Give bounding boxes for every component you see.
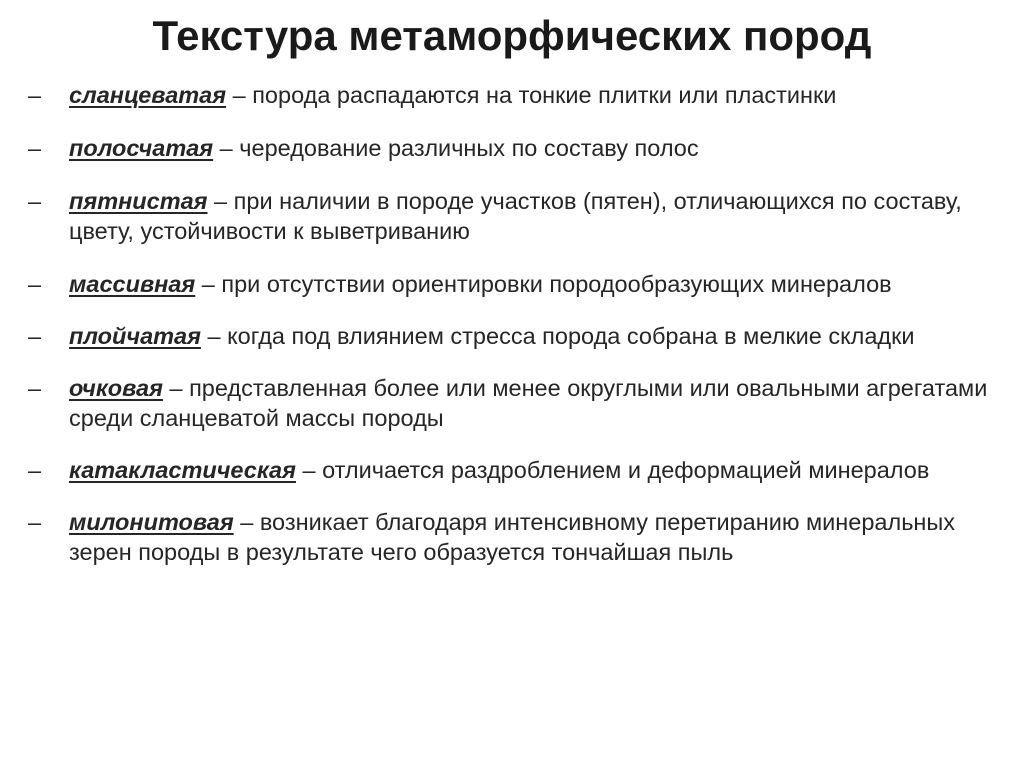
item-term: пятнистая (69, 188, 208, 214)
list-item (28, 133, 1008, 163)
item-term: полосчатая (69, 135, 214, 161)
bullet-dash: – (28, 271, 42, 297)
item-term: массивная (69, 271, 196, 297)
slide-title: Текстура метаморфических пород (152, 12, 872, 59)
list-item (28, 321, 1008, 351)
item-definition: – чередование различных по составу полос (213, 135, 699, 161)
bullet-dash: – (28, 135, 42, 161)
item-definition: – представленная более или менее округлыми или овальными агрегатами среди сланцеватой массы породы (69, 375, 988, 431)
list-item (28, 455, 1008, 485)
bullet-dash: – (28, 509, 42, 535)
item-definition: – возникает благодаря интенсивному перетиранию минеральных зерен породы в результате чего образуется тончайшая пыль (69, 509, 956, 565)
item-definition: – отличается раздроблением и деформацией минералов (295, 457, 930, 483)
item-term: катакластическая (69, 457, 296, 483)
list-item (28, 507, 1008, 567)
item-term: очковая (69, 375, 163, 401)
item-term: сланцеватая (69, 82, 227, 108)
item-term: милонитовая (69, 509, 234, 535)
list-item (28, 186, 1008, 246)
list-item (28, 269, 1008, 299)
bullet-dash: – (28, 375, 42, 401)
list-item (28, 80, 1008, 110)
item-definition: – при отсутствии ориентировки породообразующих минералов (195, 271, 892, 297)
bullet-dash: – (28, 82, 42, 108)
bullet-dash: – (28, 188, 42, 214)
item-definition: – когда под влиянием стресса порода собрана в мелкие складки (200, 323, 915, 349)
item-definition: – при наличии в породе участков (пятен), отличающихся по составу, цвету, устойчивости к выветриванию (69, 188, 962, 244)
item-term: плойчатая (69, 323, 201, 349)
item-definition: – порода распадаются на тонкие плитки или пластинки (226, 82, 837, 108)
texture-list (28, 80, 1008, 567)
list-item (28, 373, 1008, 433)
bullet-dash: – (28, 457, 42, 483)
bullet-dash: – (28, 323, 42, 349)
